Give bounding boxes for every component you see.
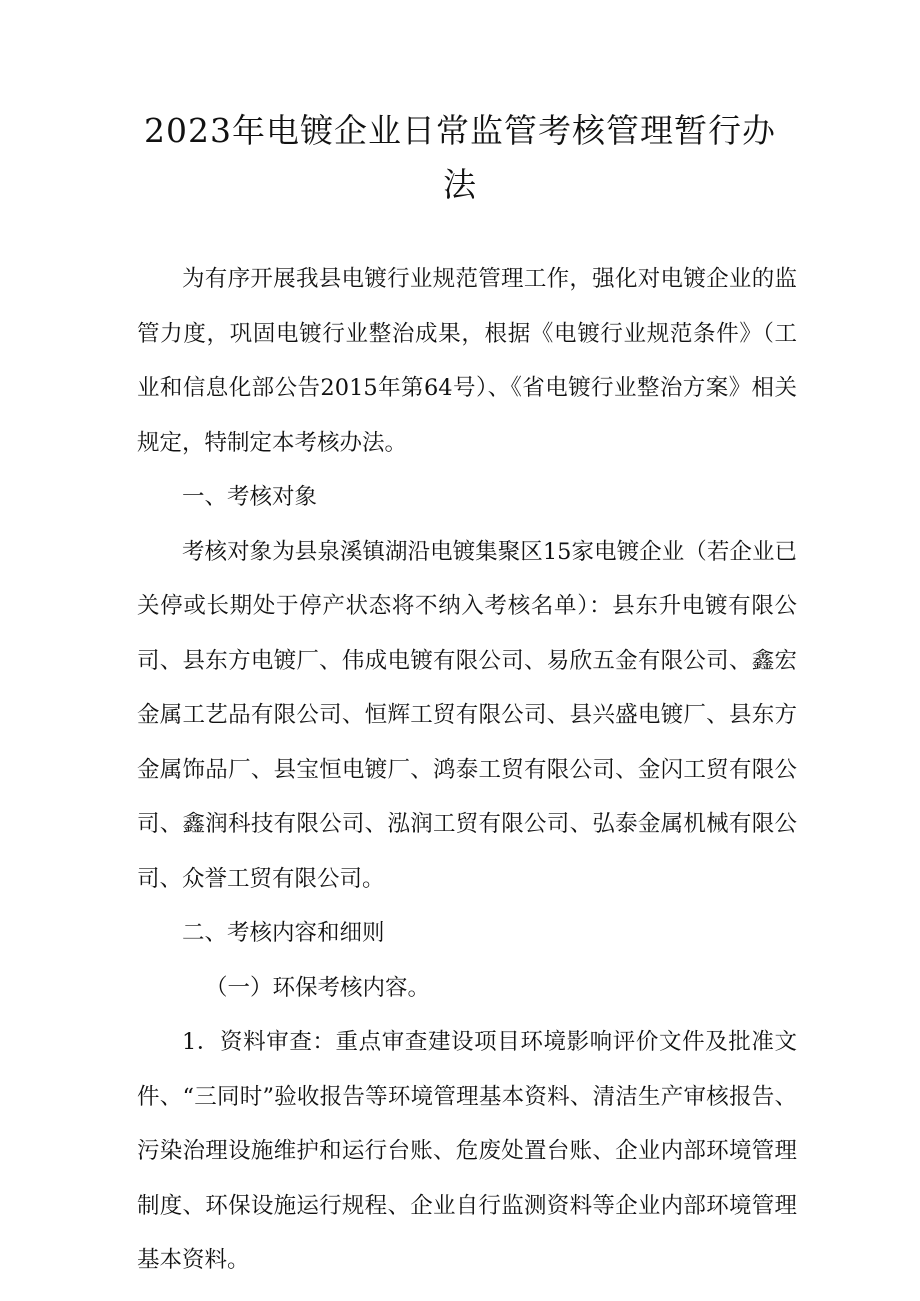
subsection-1-heading: （一）环保考核内容。	[205, 974, 431, 1001]
section-1-body: 考核对象为县泉溪镇湖沿电镀集聚区15家电镀企业（若企业已关停或长期处于停产状态将不纳入考核名单）：县东升电镀有限公司、县东方电镀厂、伟成电镀有限公司、易欣五金有限公司、鑫宏金属工艺品有限公司、恒辉工贸有限公司、县兴盛电镀厂、县东方金属饰品厂、县宝恒电镀厂、鸿泰工贸有限公司、金闪工贸有限公司、鑫润科技有限公司、泓润工贸有限公司、弘泰金属机械有限公司、众誉工贸有限公司。	[137, 538, 797, 892]
intro-paragraph: 为有序开展我县电镀行业规范管理工作，强化对电镀企业的监管力度，巩固电镀行业整治成果，根据《电镀行业规范条件》（工业和信息化部公告2015年第64号）、《省电镀行业整治方案》相关规定，特制定本考核办法。	[137, 266, 797, 456]
item-1-paragraph: 1．资料审查：重点审查建设项目环境影响评价文件及批准文件、“三同时”验收报告等环境管理基本资料、清洁生产审核报告、污染治理设施维护和运行台账、危废处置台账、企业内部环境管理制度、环保设施运行规程、企业自行监测资料等企业内部环境管理基本资料。	[137, 1029, 797, 1273]
document-body	[137, 252, 797, 1288]
section-1-heading: 一、考核对象	[182, 484, 318, 510]
document-title	[130, 104, 790, 212]
title-line-2: 法	[443, 165, 477, 204]
section-2-heading: 二、考核内容和细则	[182, 920, 385, 946]
title-line-1: 2023年电镀企业日常监管考核管理暂行办	[144, 111, 776, 150]
